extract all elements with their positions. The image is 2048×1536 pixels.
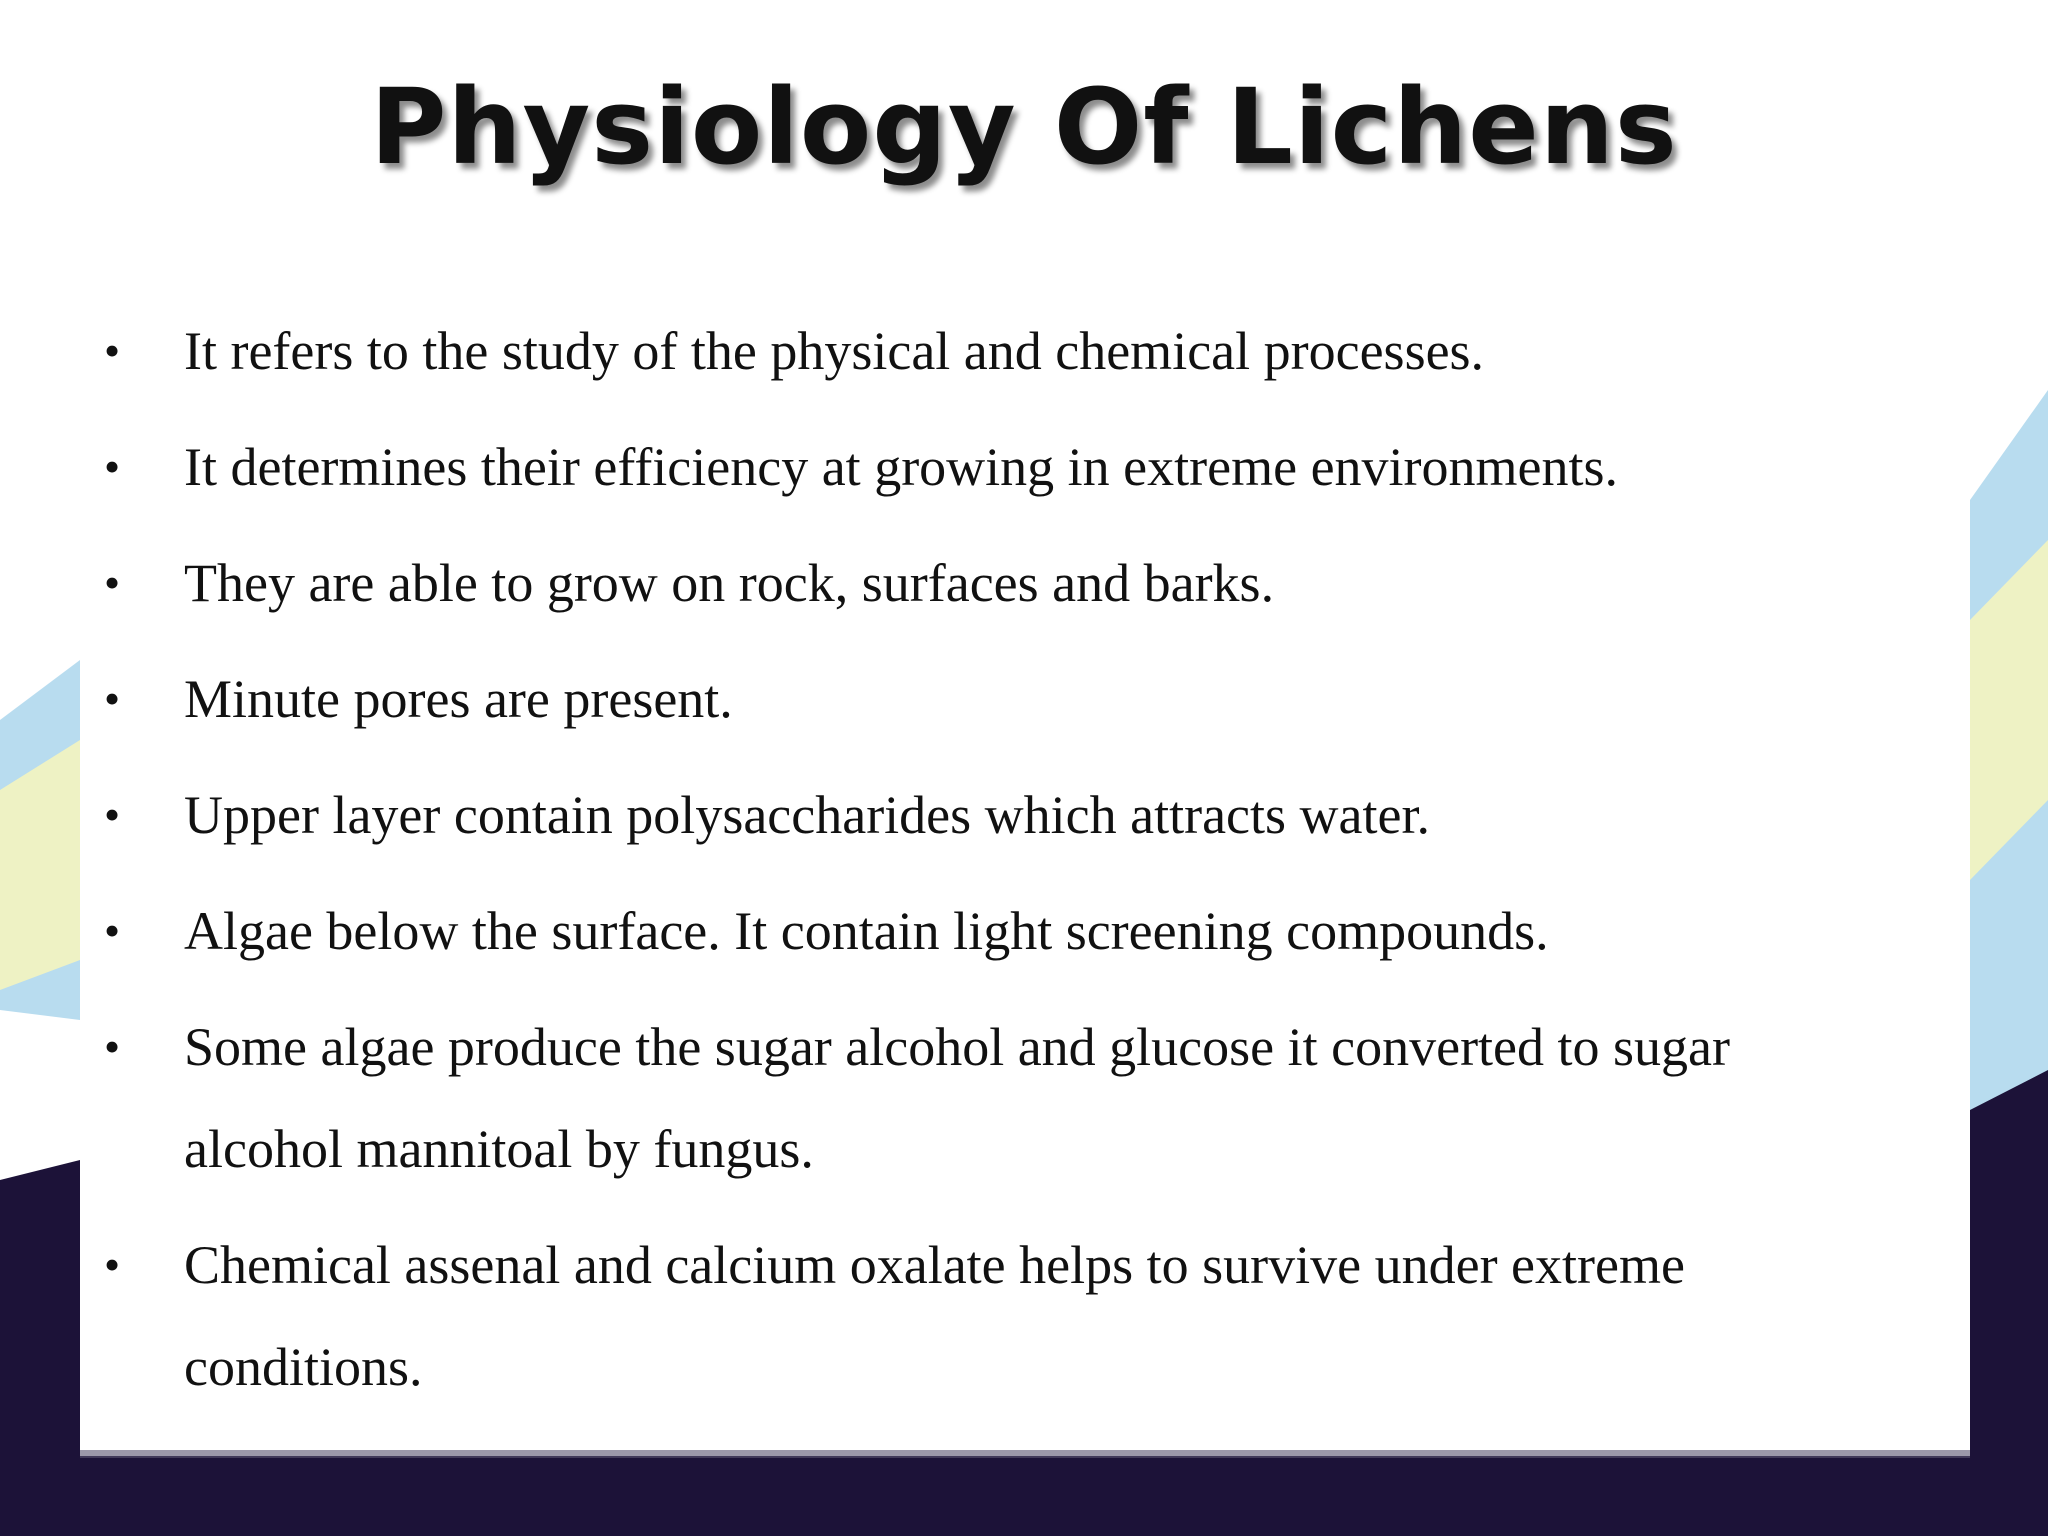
bullet-dot: • bbox=[104, 1021, 121, 1072]
bullet-dot: • bbox=[104, 789, 121, 840]
bullet-dot: • bbox=[104, 905, 121, 956]
bullet-dot: • bbox=[104, 441, 121, 492]
bullet-list bbox=[100, 300, 1860, 1432]
bullet-text: Some algae produce the sugar alcohol and glucose it converted to sugar alcohol mannitoal by fungus. bbox=[184, 1017, 1730, 1179]
slide-title: Physiology Of Lichens bbox=[370, 66, 1678, 188]
bullet-dot: • bbox=[104, 1239, 121, 1290]
bullet-item bbox=[100, 996, 1860, 1200]
bullet-item bbox=[100, 416, 1860, 518]
bullet-dot: • bbox=[104, 557, 121, 608]
bullet-text: Algae below the surface. It contain light screening compounds. bbox=[184, 901, 1549, 961]
bullet-item bbox=[100, 532, 1860, 634]
bullet-text: It determines their efficiency at growing in extreme environments. bbox=[184, 437, 1619, 497]
bullet-text: Upper layer contain polysaccharides which attracts water. bbox=[184, 785, 1430, 845]
bullet-dot: • bbox=[104, 673, 121, 724]
bullet-dot: • bbox=[104, 325, 121, 376]
bottom-dark-band bbox=[0, 1456, 2048, 1536]
bullet-item bbox=[100, 880, 1860, 982]
bullet-item bbox=[100, 300, 1860, 402]
bullet-item bbox=[100, 764, 1860, 866]
bullet-item bbox=[100, 648, 1860, 750]
card-bottom-shadow bbox=[80, 1450, 1970, 1458]
bullet-text: Minute pores are present. bbox=[184, 669, 733, 729]
bullet-text: They are able to grow on rock, surfaces and barks. bbox=[184, 553, 1275, 613]
bullet-text: Chemical assenal and calcium oxalate helps to survive under extreme conditions. bbox=[184, 1235, 1685, 1397]
bullet-item bbox=[100, 1214, 1860, 1418]
bullet-text: It refers to the study of the physical and chemical processes. bbox=[184, 321, 1485, 381]
